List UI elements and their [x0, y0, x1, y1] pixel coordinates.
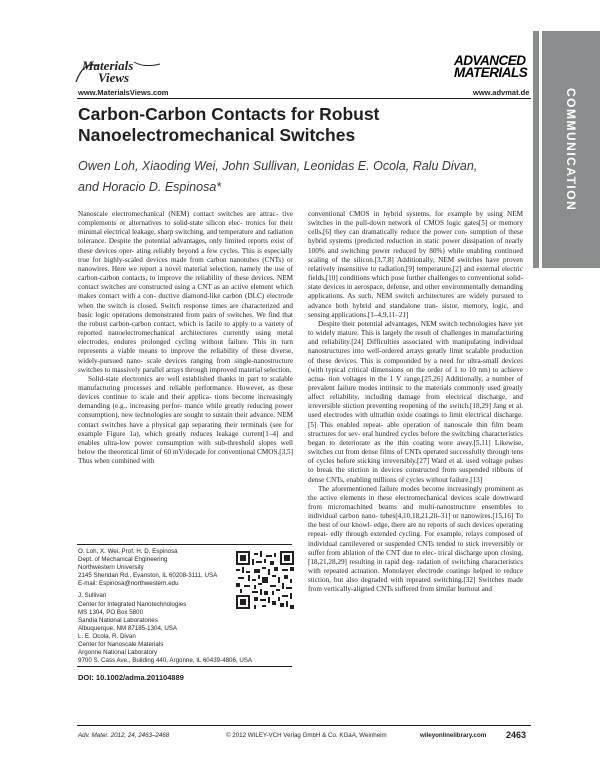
abstract-paragraph: Nanoscale electromechanical (NEM) contact switches are attrac- tive complements or alternatives to solid-state silicon elec- tronics for their minimal electrical leakage, sharp switching, and temperature and radiation tolerance. Despite the potential advantages, only limited reports exist of these devices oper- ating reliably beyond a few cycles. This is especially true for highly-scaled devices made from carbon nanotubes (CNTs) or nanowires. Here we report a novel material selection, namely the use of carbon-carbon contacts, to improve the reliability of these devices. NEM contact switches are constructed using a CNT as an active element which makes contact with a con- ductive diamond-like carbon (DLC) electrode when the switch is closed. Switch response times are characterized and basic logic operations demonstrated from pairs of switches. We find that the robust carbon-carbon contact, which is facile to apply to a variety of reported nanoelectromechanical architectures currently using metal electrodes, endures prolonged cycling without failure. This in turn represents a viable means to improve the reliability of these diverse, widely-pursued nano- scale devices ranging from single-nanostructure switches to massively parallel arrays through improved material selection.: [78, 210, 294, 374]
footer-rule: [77, 725, 531, 726]
body-paragraph: Despite their potential advantages, NEM switch technologies have yet to widely mature. This is largely the result of challenges in manufacturing and reliability.[24] Difficulties associated with manipulating individual nanostructures into well-ordered arrays greatly limit scalable production of these devices. This is compounded by a need for ultra-small devices (with typical critical dimensions on the order of 1 to 10 nm) to achieve actua- tion voltages in the 1 V range.[25,26] Additionally, a number of prevalent failure modes intrinsic to the materials commonly used greatly affect reliability, including damage from electrical discharge, and irreversible stiction preventing reopening of the switch.[18,29] Jang et al. used electrodes with ultrathin oxide coatings to limit electrical discharge.[5] This enabled repeat- able operation of nanoscale thin film beam structures for sev- eral hundred cycles before the switching characteristics began to deteriorate as the thin coating wore away.[5,11] Likewise, switches cut from dense films of CNTs operated successfully through tens of cycles before sticking irreversibly.[27] Ward et al. used voltage pulses to break the stiction in devices constructed from suspended ribbons of dense CNTs, enabling millions of cycles without failure.[13]: [308, 319, 524, 484]
materials-views-logo: [74, 58, 164, 88]
journal-reference: Adv. Mater. 2012, 24, 2463–2468: [78, 732, 170, 739]
advanced-materials-logo-line2: MATERIALS: [454, 65, 528, 80]
materials-views-logo-line2: Views: [98, 70, 130, 85]
advanced-materials-logo-line1: ADVANCED: [454, 53, 526, 68]
author-list-line1: Owen Loh, Xiaoding Wei, John Sullivan, Leonidas E. Ocola, Ralu Divan,: [78, 159, 478, 173]
body-paragraph: conventional CMOS in hybrid systems, for example by using NEM switches in the pull-down network of CMOS logic gates[5] or memory cells,[6] they can dramatically reduce the power con- sumption of these hybrid systems (predicted reduction in static power dissipation of nearly 100% and switching power reduced by 80%) while enabling continued scaling of the silicon.[3,7,8] Additionally, NEM switches have proven relatively insensitive to radiation,[9] temperature,[2] and external electric fields,[10] conditions which pose further challenges to conventional solid- state devices in aerospace, defense, and other environmentally demanding applications. As such, NEM switch architectures are widely pursued to advance both hybrid and standalone tran- sistor, memory, logic, and sensing applications.[1–4,9,11–21]: [308, 210, 524, 319]
body-paragraph: The aforementioned failure modes become increasingly prominent as the active elements in these electromechanical devices scale downward from micromachined beams and multi-nanostructure ensembles to individual carbon nano- tubes[4,10,18,21,28–31] or nanowires.[15,16] To the best of our knowl- edge, there are no reports of such devices operating repeat- edly through extended cycling. For example, relays composed of individual cantilevered or suspended CNTs tended to stick irreversibly or suffer from ablation of the CNT due to elec- trical discharge upon closing,[18,21,28,29] resulting in rapid deg- radation of switching characteristics with repeated actuation. Monolayer electrode coatings helped to reduce stiction, but also degraded with repeated switching.[32] Switches made from vertically-aligned CNTs suffered from similar burnout and: [308, 484, 524, 594]
wiley-site-link[interactable]: wileyonlinelibrary.com: [420, 732, 487, 739]
advmat-url[interactable]: www.advmat.de: [473, 88, 530, 97]
author-list-line2: and Horacio D. Espinosa*: [78, 180, 222, 194]
affiliation-bottom-rule: [77, 666, 292, 667]
header-rule: [77, 98, 531, 99]
body-paragraph: Solid-state electronics are well established thanks in part to scalable manufacturing processes and reliable performance. However, as these devices continue to scale and their applica- tions become increasingly demanding (e.g., increasing perfor- mance while greatly reducing power consumption), new technologies are sought to sustain their advance. NEM contact switches have a physical gap separating their terminals (see for example Figure 1a), which greatly reduces leakage current[1–4] and enables ultra-low power consumption with sub-threshold slopes well below the theoretical limit of 60 mV/decade for conventional CMOS.[3,5] Thus when combined with: [78, 374, 294, 466]
right-column: [308, 210, 523, 595]
author-list: [78, 156, 533, 198]
affiliation-rule: [77, 544, 292, 545]
article-title: Carbon-Carbon Contacts for Robust Nanoelectromechanical Switches: [78, 104, 380, 145]
page-number: 2463: [506, 730, 527, 740]
author-email[interactable]: E-mail: Espinosa@northwestern.edu: [78, 580, 179, 588]
materials-views-logo-line1: Materials: [82, 58, 134, 73]
section-sidebar: [542, 31, 600, 268]
affiliations: O. Loh, X. Wei, Prof. H. D. Espinosa Dept. of Mechanical Engineering Northwestern University 2145 Sheridan Rd., Evanston, IL 60208-3111, USA E-mail: Espinosa@northwestern.edu J. Sullivan Center for Integrated Nanotechnologies MS 1304, PO Box 5800 Sandia National Laboratories Albuquerque, NM 87185-1304, USA L. E. Ocola, R. Divan Center for Nanoscale Materials Argonne National Laboratory 9700 S. Cass Ave., Building 440, Argonne, IL 60439-4806, USA: [78, 548, 253, 665]
sidebar-accent-strip: [533, 31, 539, 268]
left-column: [78, 210, 293, 466]
section-label: COMMUNICATION: [564, 87, 578, 212]
doi-link[interactable]: DOI: 10.1002/adma.201104889: [78, 673, 184, 682]
qr-code-icon[interactable]: [236, 551, 294, 609]
copyright-notice: © 2012 WILEY-VCH Verlag GmbH & Co. KGaA, Weinheim: [226, 732, 387, 739]
materials-views-url[interactable]: www.MaterialsViews.com: [78, 88, 169, 97]
advanced-materials-logo: [454, 55, 527, 79]
